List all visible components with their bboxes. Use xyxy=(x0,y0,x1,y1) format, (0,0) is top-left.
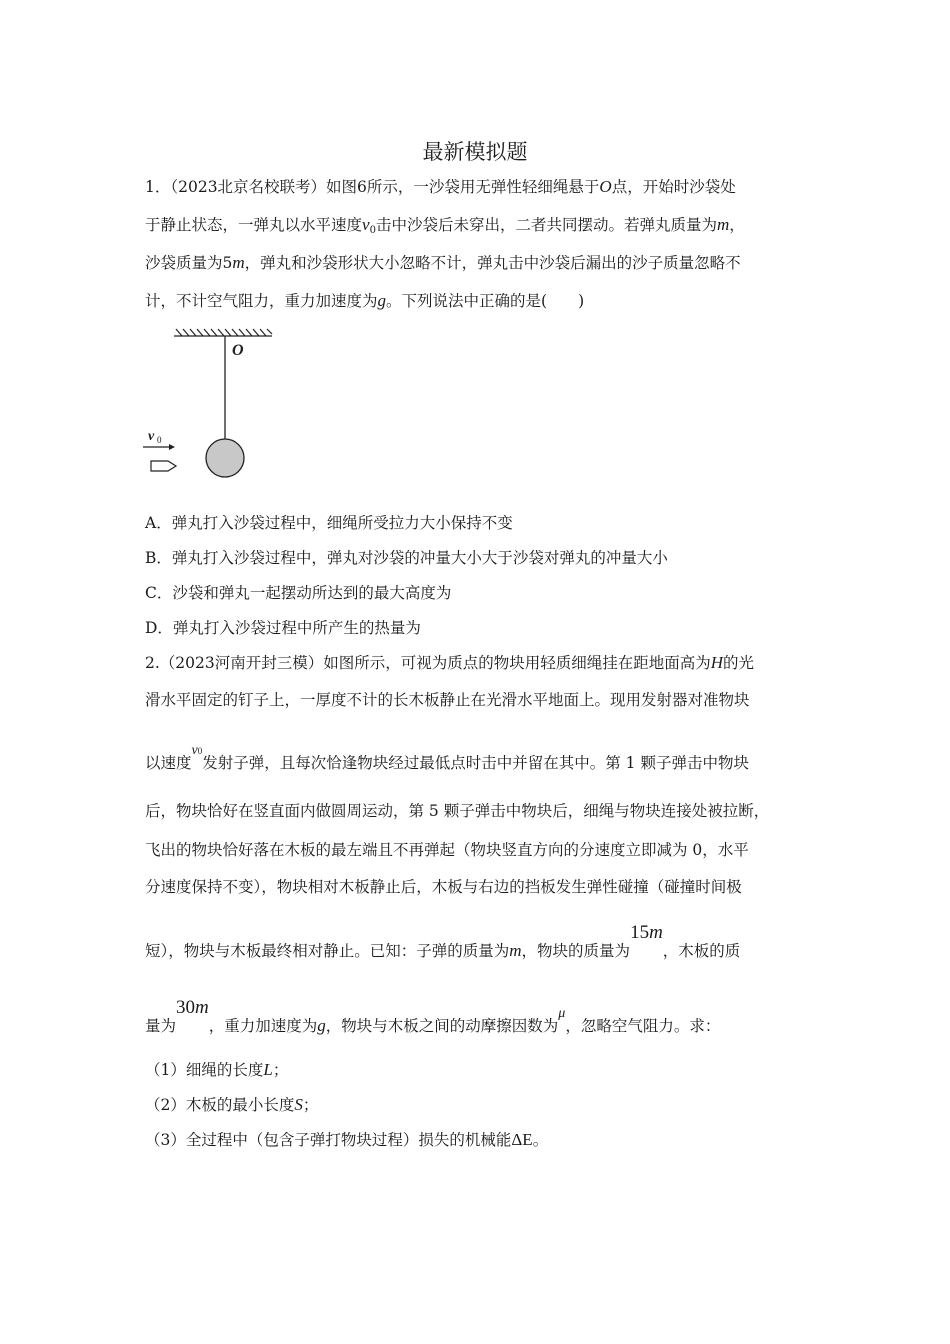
q2-text: 以速度 xyxy=(145,754,192,772)
arrow-head xyxy=(169,444,175,450)
q2-text: 2.（2023河南开封三模）如图所示，可视为质点的物块用轻质细绳挂在距地面高为 xyxy=(145,654,711,672)
var-O: O xyxy=(599,177,612,196)
q2-line-1 xyxy=(145,652,754,674)
option-b: B．弹丸打入沙袋过程中，弹丸对沙袋的冲量大小大于沙袋对弹丸的冲量大小 xyxy=(145,549,668,567)
var-m: m xyxy=(649,922,663,943)
pivot-label-O: O xyxy=(232,342,244,359)
q2-text: ，物块的质量为 xyxy=(521,942,631,960)
q2-line-4: 后，物块恰好在竖直面内做圆周运动，第 5 颗子弹击中物块后，细绳与物块连接处被拉断， xyxy=(145,802,770,820)
q2-line-3 xyxy=(145,743,749,776)
coef-30: 30 xyxy=(176,997,196,1018)
var-mu: μ xyxy=(558,1006,566,1021)
var-m: m xyxy=(716,215,730,234)
q2-line-6: 分速度保持不变），物块相对木板静止后，木板与右边的挡板发生弹性碰撞（碰撞时间极 xyxy=(145,878,742,896)
q1-text: 于静止状态，一弹丸以水平速度 xyxy=(145,216,363,234)
sub-question-3 xyxy=(145,1129,548,1151)
option-d: D．弹丸打入沙袋过程中所产生的热量为 xyxy=(145,619,421,637)
q1-text: 计，不计空气阻力，重力加速度为 xyxy=(145,292,378,310)
mass-30m xyxy=(176,997,209,1019)
pendulum-figure xyxy=(140,320,280,490)
q1-text: ， xyxy=(729,216,745,234)
var-g: g xyxy=(377,291,387,310)
q1-line-2 xyxy=(145,214,745,242)
sub-question-1 xyxy=(145,1059,288,1081)
q2-text: ，重力加速度为 xyxy=(208,1017,318,1035)
var-v0-raised xyxy=(192,740,203,762)
q2-text: 量为 xyxy=(145,1017,177,1035)
q1-text: 1．（2023北京名校联考）如图6所示，一沙袋用无弹性轻细绳悬于 xyxy=(145,178,600,196)
q1-line-1 xyxy=(145,176,736,198)
q2-line-5: 飞出的物块恰好落在木板的最左端且不再弹起（物块竖直方向的分速度立即减为 0，水平 xyxy=(145,841,749,859)
q2-text: （2）木板的最小长度 xyxy=(145,1096,295,1114)
q1-text: ，弹丸和沙袋形状大小忽略不计，弹丸击中沙袋后漏出的沙子质量忽略不 xyxy=(244,254,741,272)
q1-text: 沙袋质量为5 xyxy=(145,254,233,272)
var-g: g xyxy=(317,1016,326,1035)
q2-text: 。 xyxy=(532,1131,549,1149)
q2-text: 的光 xyxy=(723,654,755,672)
var-m: m xyxy=(195,997,209,1018)
q2-text: （3）全过程中（包含子弹打物块过程）损失的机械能 xyxy=(145,1131,512,1149)
q1-text: 击中沙袋后未穿出，二者共同摆动。若弹丸质量为 xyxy=(375,216,717,234)
bullet xyxy=(151,461,176,471)
q2-text: 短），物块与木板最终相对静止。已知：子弹的质量为 xyxy=(145,942,510,960)
velocity-subscript: 0 xyxy=(157,435,162,445)
q2-text: ； xyxy=(302,1096,319,1114)
ceiling-hatch xyxy=(174,329,272,336)
sandbag xyxy=(206,439,244,477)
var-m: m xyxy=(509,941,522,960)
subscript-0: 0 xyxy=(197,746,203,756)
q2-text: ，物块与木板之间的动摩擦因数为 xyxy=(325,1017,559,1035)
q1-text: 。下列说法中正确的是( ) xyxy=(386,292,585,310)
velocity-label-v: v xyxy=(148,429,155,444)
var-m: m xyxy=(232,253,245,272)
q2-text: ，忽略空气阻力。求： xyxy=(565,1017,721,1035)
q2-line-2: 滑水平固定的钉子上，一厚度不计的长木板静止在光滑水平地面上。现用发射器对准物块 xyxy=(145,691,750,709)
q1-line-4 xyxy=(145,290,584,312)
var-delta-E: ΔE xyxy=(511,1130,533,1149)
page-title: 最新模拟题 xyxy=(422,140,528,164)
option-a: A．弹丸打入沙袋过程中，细绳所受拉力大小保持不变 xyxy=(145,514,513,532)
var-S: S xyxy=(294,1095,303,1114)
var-v: v xyxy=(191,743,198,758)
q2-text: ，木板的质 xyxy=(662,942,741,960)
q1-line-3 xyxy=(145,252,741,274)
q2-text: ； xyxy=(272,1061,289,1079)
var-H: H xyxy=(710,653,724,672)
mass-15m xyxy=(630,922,663,944)
sub-question-2 xyxy=(145,1094,318,1116)
var-L: L xyxy=(263,1060,273,1079)
q2-line-8 xyxy=(145,997,721,1039)
q2-line-7 xyxy=(145,922,741,962)
coef-15: 15 xyxy=(630,922,650,943)
subscript-0: 0 xyxy=(369,225,376,236)
q1-text: 点，开始时沙袋处 xyxy=(611,178,736,196)
var-v0: v xyxy=(362,215,370,234)
q2-text: （1）细绳的长度 xyxy=(145,1061,264,1079)
q2-text: 发射子弹，且每次恰逢物块经过最低点时击中并留在其中。第 1 颗子弹击中物块 xyxy=(202,754,749,772)
option-c: C．沙袋和弹丸一起摆动所达到的最大高度为 xyxy=(145,584,452,602)
